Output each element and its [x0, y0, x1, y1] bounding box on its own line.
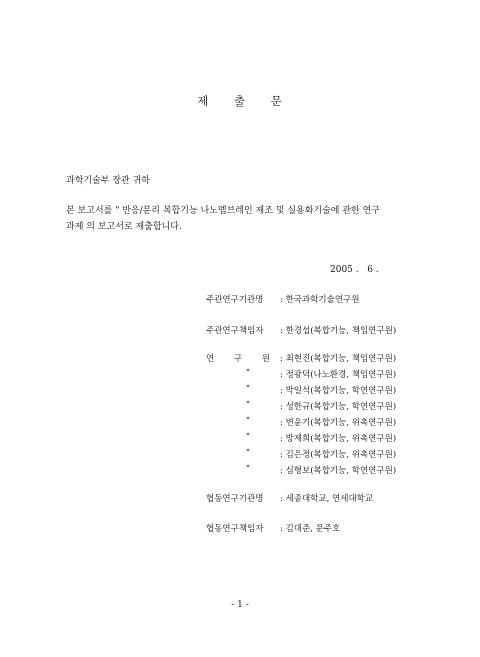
- submission-statement: [66, 203, 426, 235]
- lead-pi-value: : 한경섭(복합기능, 책임연구원): [280, 326, 397, 336]
- researcher-value: : 변윤기(복합기능, 위촉연구원): [280, 418, 397, 428]
- title-char: 출: [233, 94, 247, 108]
- document-title: [0, 93, 480, 109]
- ditto-mark: ": [246, 448, 250, 458]
- lead-institution-value: : 한국과학기술연구원: [280, 295, 360, 305]
- statement-line-1: 본 보고서를 " 반응/분리 복합기능 나노멤브레인 제조 및 실용화기술에 관한 연구: [66, 206, 380, 216]
- ditto-mark: ": [246, 368, 250, 378]
- coop-institution-value: : 세종대학교, 연세대학교: [280, 494, 374, 504]
- addressee: 과학기술부 장관 귀하: [66, 176, 150, 186]
- page-number: - 1 -: [231, 600, 249, 610]
- researcher-value: : 박일석(복합기능, 학연연구원): [280, 386, 397, 396]
- ditto-mark: ": [246, 400, 250, 410]
- researcher-value: : 심형보(복합기능, 학연연구원): [280, 466, 397, 476]
- researchers-label: 연 구 원: [206, 354, 270, 364]
- title-char: 제: [197, 94, 210, 108]
- researcher-value: : 방제희(복합기능, 위촉연구원): [280, 434, 397, 444]
- ditto-mark: ": [246, 384, 250, 394]
- coop-pi-value: : 김대준, 문주호: [280, 524, 341, 534]
- statement-line-2: 과제 의 보고서로 제출합니다.: [66, 222, 182, 232]
- ditto-mark: ": [246, 416, 250, 426]
- researcher-value: : 김은정(복합기능, 위촉연구원): [280, 450, 397, 460]
- lead-institution-label: 주관연구기관명: [206, 295, 264, 305]
- submission-date: 2005 . 6 .: [330, 265, 379, 275]
- coop-pi-label: 협동연구책임자: [206, 524, 264, 534]
- researcher-value: : 성한규(복합기능, 학연연구원): [280, 402, 397, 412]
- coop-institution-label: 협동연구기관명: [206, 494, 264, 504]
- lead-pi-label: 주관연구책임자: [206, 326, 264, 336]
- ditto-mark: ": [246, 464, 250, 474]
- researcher-value: : 정광덕(나노환경, 책임연구원): [280, 370, 397, 380]
- ditto-mark: ": [246, 432, 250, 442]
- researcher-value: : 최현진(복합기능, 책임연구원): [280, 354, 397, 364]
- title-char: 문: [270, 94, 283, 108]
